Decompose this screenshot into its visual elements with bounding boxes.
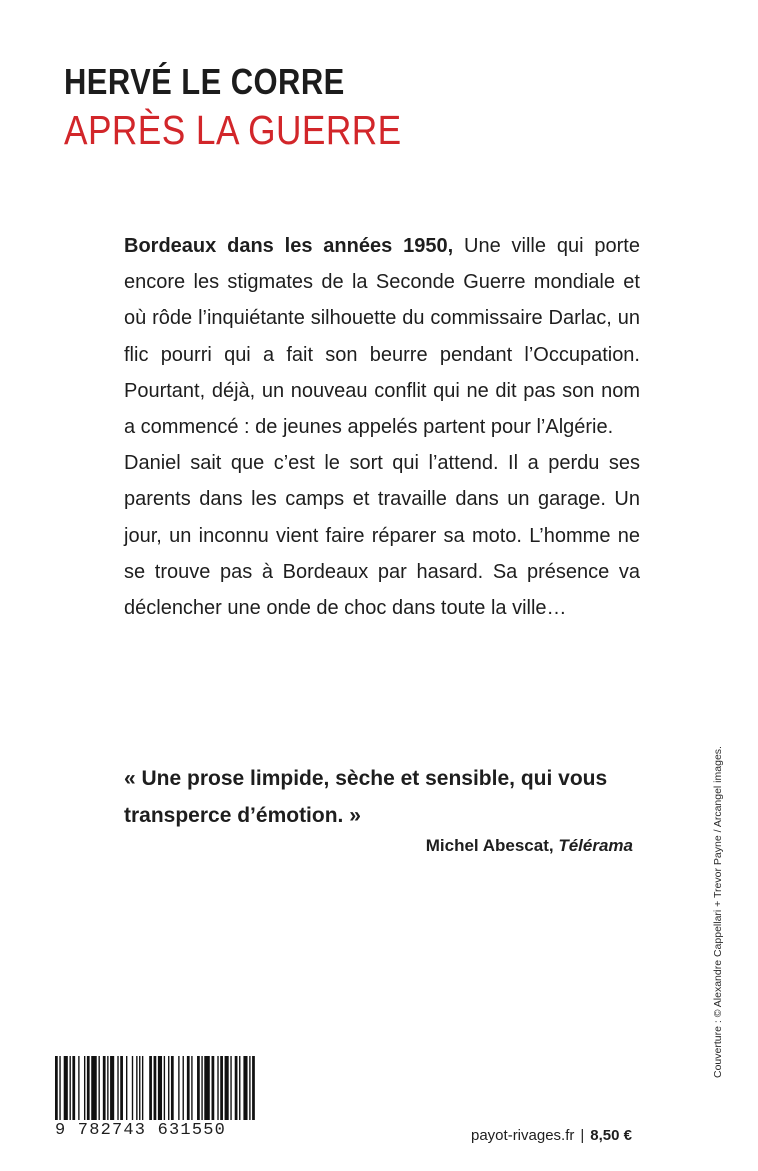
barcode-bar: [235, 1056, 238, 1120]
barcode-bar: [197, 1056, 200, 1120]
barcode-bar: [120, 1056, 123, 1120]
barcode-bar: [87, 1056, 90, 1120]
barcode-bar: [98, 1056, 99, 1120]
price: 8,50 €: [590, 1127, 632, 1144]
barcode-bar: [252, 1056, 255, 1120]
barcode-bar: [158, 1056, 162, 1120]
blurb: [124, 228, 640, 626]
barcode-bar: [139, 1056, 140, 1120]
barcode-bar: [187, 1056, 190, 1120]
barcode-bar: [191, 1056, 192, 1120]
barcode-bar: [225, 1056, 229, 1120]
barcode-bar: [59, 1056, 60, 1120]
barcode-bar: [168, 1056, 169, 1120]
barcode-bar: [149, 1056, 152, 1120]
footer-separator: |: [580, 1127, 585, 1144]
cover-credit: Couverture : © Alexandre Cappellari + Trevor Payne / Arcangel images.: [712, 746, 724, 1078]
barcode-bars: [55, 1056, 255, 1120]
barcode-bar: [84, 1056, 85, 1120]
blurb-paragraph-2: Daniel sait que c’est le sort qui l’attend. Il a perdu ses parents dans les camps et travaille dans un garage. Un jour, un inconnu vient faire réparer sa moto. L’homme ne se trouve pas à Bordeaux par hasard. Sa présence va déclencher une onde de choc dans toute la ville…: [124, 452, 640, 620]
barcode-bar: [243, 1056, 247, 1120]
blurb-paragraph-1-text: Une ville qui porte encore les stigmates de la Seconde Guerre mondiale et où rôde l’inquiétante silhouette du commissaire Darlac, un flic pourri qui a fait son beurre pendant l’Occupation. Pourtant, déjà, un nouveau conflit qui ne dit pas son nom a commencé : de jeunes appelés partent pour l’Algérie.: [124, 235, 640, 439]
barcode-bar: [78, 1056, 79, 1120]
barcode-bar: [154, 1056, 157, 1120]
book-title: APRÈS LA GUERRE: [64, 107, 402, 153]
barcode-bar: [220, 1056, 223, 1120]
barcode-bar: [110, 1056, 114, 1120]
review-quote: « Une prose limpide, sèche et sensible, qui vous transperce d’émotion. »: [124, 767, 608, 827]
publisher-website: payot-rivages.fr: [471, 1127, 575, 1144]
barcode-bar: [201, 1056, 202, 1120]
review-attribution: [426, 836, 633, 856]
barcode-bar: [142, 1056, 143, 1120]
isbn-number: 9 782743 631550: [55, 1121, 227, 1140]
barcode-bar: [164, 1056, 165, 1120]
review-publication: Télérama: [558, 836, 633, 855]
barcode-bar: [132, 1056, 133, 1120]
blurb-paragraph-1: [124, 228, 640, 445]
barcode-bar: [103, 1056, 106, 1120]
barcode-bar: [91, 1056, 97, 1120]
barcode-bar: [230, 1056, 231, 1120]
barcode-bar: [55, 1056, 58, 1120]
review-critic: Michel Abescat,: [425, 836, 554, 855]
barcode-bar: [204, 1056, 210, 1120]
barcode-bar: [136, 1056, 137, 1120]
barcode-bar: [217, 1056, 218, 1120]
barcode: [55, 1056, 255, 1120]
barcode-bar: [72, 1056, 75, 1120]
barcode-bar: [178, 1056, 179, 1120]
footer-info: [471, 1127, 632, 1144]
author-name: HERVÉ LE CORRE: [64, 61, 345, 102]
barcode-bar: [171, 1056, 174, 1120]
barcode-bar: [117, 1056, 118, 1120]
barcode-bar: [69, 1056, 70, 1120]
barcode-bar: [249, 1056, 250, 1120]
blurb-lead: Bordeaux dans les années 1950,: [124, 235, 454, 257]
barcode-bar: [212, 1056, 215, 1120]
barcode-bar: [107, 1056, 108, 1120]
barcode-bar: [239, 1056, 240, 1120]
barcode-bar: [183, 1056, 184, 1120]
barcode-bar: [126, 1056, 127, 1120]
barcode-bar: [64, 1056, 68, 1120]
